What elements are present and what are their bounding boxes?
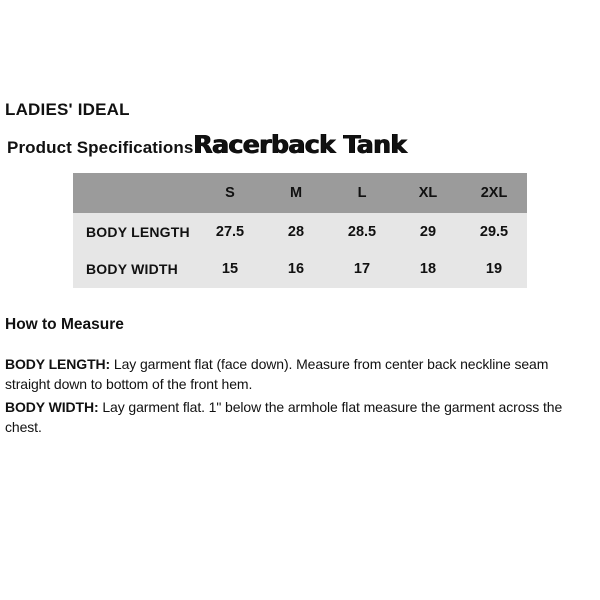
brand-label: LADIES' IDEAL [5, 100, 130, 119]
measure-item-body-length [5, 355, 597, 394]
size-chart-header-cell-blank [73, 173, 197, 213]
row-label-body-width: BODY WIDTH [73, 251, 197, 289]
product-title: Racerback Tank [193, 130, 407, 159]
size-chart-header-cell-xl: XL [395, 173, 461, 213]
how-to-measure-heading: How to Measure [5, 316, 124, 333]
body-length-s: 27.5 [197, 213, 263, 251]
body-width-2xl: 19 [461, 251, 527, 289]
measure-item-body-width [5, 398, 597, 437]
measure-term-body-width: BODY WIDTH: [5, 399, 99, 415]
measure-desc-body-length: Lay garment flat (face down). Measure from center back neckline seam straight down to bottom of the front hem. [5, 356, 549, 392]
body-width-l: 17 [329, 251, 395, 289]
body-width-s: 15 [197, 251, 263, 289]
body-length-l: 28.5 [329, 213, 395, 251]
body-length-m: 28 [263, 213, 329, 251]
measure-desc-body-width: Lay garment flat. 1" below the armhole flat measure the garment across the chest. [5, 399, 563, 435]
body-length-2xl: 29.5 [461, 213, 527, 251]
size-chart-header-cell-s: S [197, 173, 263, 213]
body-width-m: 16 [263, 251, 329, 289]
row-label-body-length: BODY LENGTH [73, 213, 197, 251]
size-chart-header-cell-2xl: 2XL [461, 173, 527, 213]
how-to-measure-text [5, 355, 597, 437]
body-length-xl: 29 [395, 213, 461, 251]
section-label: Product Specifications [7, 138, 194, 157]
measure-term-body-length: BODY LENGTH: [5, 356, 111, 372]
size-chart-table [73, 173, 527, 288]
size-chart-header-cell-m: M [263, 173, 329, 213]
body-width-xl: 18 [395, 251, 461, 289]
size-chart-header-cell-l: L [329, 173, 395, 213]
